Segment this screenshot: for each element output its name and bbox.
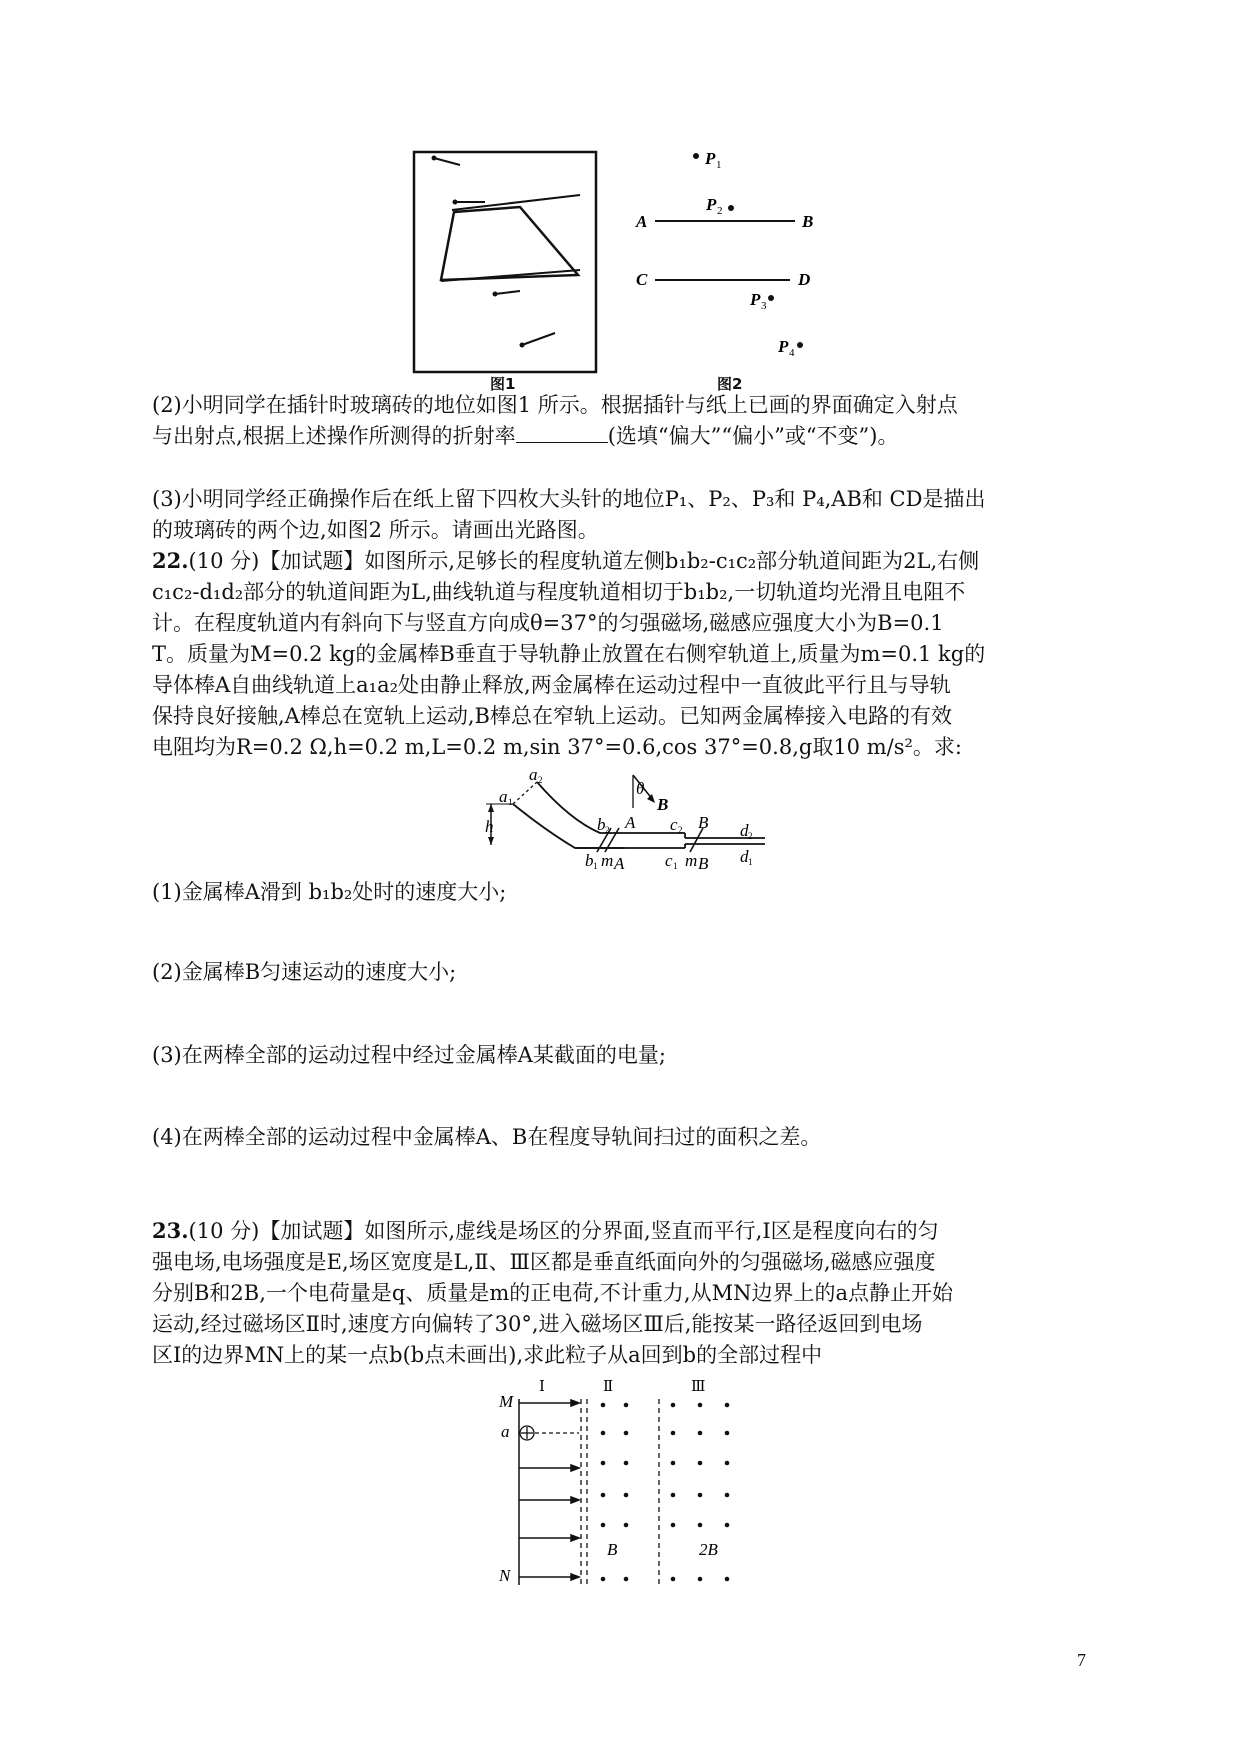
answer-blank	[516, 424, 608, 443]
q23-line4: 运动,经过磁场区Ⅱ时,速度方向偏转了30°,进入磁场区Ⅲ后,能按某一路径返回到电场	[152, 1312, 923, 1336]
svg-text:b: b	[585, 851, 594, 870]
q23-line1: 23.(10 分)【加试题】如图所示,虚线是场区的分界面,竖直而平行,Ⅰ区是程度向右的匀	[152, 1218, 939, 1243]
svg-text:a: a	[529, 770, 538, 784]
svg-text:2: 2	[748, 831, 753, 841]
svg-text:B: B	[698, 813, 709, 832]
label-region-iii: Ⅲ	[691, 1377, 706, 1395]
svg-text:A: A	[625, 813, 636, 832]
q22-sub4: (4)在两棒全部的运动过程中金属棒A、B在程度导轨间扫过的面积之差。	[152, 1125, 822, 1149]
label-p3: P	[750, 290, 761, 309]
svg-text:B: B	[698, 854, 709, 873]
figure-2-caption: 图2	[717, 375, 743, 393]
q22-line7: 电阻均为R=0.2 Ω,h=0.2 m,L=0.2 m,sin 37°=0.6,cos 37°=0.8,g取10 m/s²。求:	[152, 735, 962, 759]
q22-line3: 计。在程度轨道内有斜向下与竖直方向成θ=37°的匀强磁场,磁感应强度大小为B=0.1	[152, 611, 944, 635]
svg-text:2: 2	[678, 825, 683, 835]
svg-text:d: d	[740, 847, 749, 866]
pin-p2	[728, 205, 734, 211]
label-region-ii: Ⅱ	[603, 1377, 614, 1395]
svg-text:b: b	[597, 815, 606, 834]
svg-text:a: a	[499, 787, 508, 806]
q23-number: 23.	[152, 1218, 189, 1243]
q21-part2-options: (选填“偏大”“偏小”或“不变”)。	[607, 424, 899, 448]
label-p1: P	[705, 149, 716, 168]
svg-text:4: 4	[789, 347, 795, 359]
q21-part3-line1: (3)小明同学经正确操作后在纸上留下四枚大头针的地位P₁、P₂、P₃和 P₄,AB和 CD是描出	[152, 487, 986, 511]
q22-line6: 保持良好接触,A棒总在宽轨上运动,B棒总在窄轨上运动。已知两金属棒接入电路的有效	[152, 704, 952, 728]
q22-sub1: (1)金属棒A滑到 b₁b₂处时的速度大小;	[152, 880, 507, 904]
page-number: 7	[1077, 1650, 1086, 1670]
pin-p4	[797, 342, 803, 348]
svg-text:2: 2	[717, 205, 723, 217]
label-p4: P	[778, 337, 789, 356]
q22-sub3: (3)在两棒全部的运动过程中经过金属棒A某截面的电量;	[152, 1043, 666, 1067]
svg-text:1: 1	[508, 797, 513, 807]
svg-text:c: c	[665, 851, 673, 870]
svg-text:d: d	[740, 821, 749, 840]
q21-part3-line2: 的玻璃砖的两个边,如图2 所示。请画出光路图。	[152, 518, 599, 542]
q22-line2: c₁c₂-d₁d₂部分的轨道间距为L,曲线轨道与程度轨道相切于b₁b₂,一切轨道均光滑且电阻不	[152, 580, 966, 604]
svg-text:A: A	[614, 854, 625, 873]
q21-part2-line1: (2)小明同学在插针时玻璃砖的地位如图1 所示。根据插针与纸上已画的界面确定入射点	[152, 393, 958, 417]
figure-2-pins-diagram	[630, 140, 840, 360]
label-n: N	[499, 1566, 511, 1585]
svg-text:m: m	[601, 851, 614, 870]
svg-text:2: 2	[605, 825, 610, 835]
q22-line4: T。质量为M=0.2 kg的金属棒B垂直于导轨静止放置在右侧窄轨道上,质量为m=0.1 kg的	[152, 642, 986, 666]
q22-line1: 22.(10 分)【加试题】如图所示,足够长的程度轨道左侧b₁b₂-c₁c₂部分轨道间距为2L,右侧	[152, 548, 980, 573]
q23-line5: 区Ⅰ的边界MN上的某一点b(b点未画出),求此粒子从a回到b的全部过程中	[152, 1343, 823, 1367]
svg-text:2: 2	[538, 775, 543, 785]
figure-rail-diagram	[485, 770, 775, 880]
label-b: B	[802, 212, 814, 231]
label-p2: P	[706, 195, 717, 214]
label-m: M	[499, 1392, 514, 1411]
svg-text:c: c	[670, 815, 678, 834]
svg-text:1: 1	[748, 857, 753, 867]
figure-1-glass-brick	[410, 150, 600, 390]
label-region-i: Ⅰ	[539, 1377, 545, 1395]
figure-field-regions	[495, 1375, 755, 1595]
pin-p1	[693, 153, 699, 159]
svg-text:1: 1	[593, 861, 598, 871]
q22-number: 22.	[152, 548, 189, 573]
svg-text:1: 1	[673, 861, 678, 871]
pin-p3	[768, 295, 774, 301]
label-a: A	[636, 212, 648, 231]
q23-line2: 强电场,电场强度是E,场区宽度是L,Ⅱ、Ⅲ区都是垂直纸面向外的匀强磁场,磁感应强度	[152, 1250, 936, 1274]
svg-text:m: m	[685, 851, 698, 870]
figure-1-caption: 图1	[490, 375, 516, 393]
svg-text:θ: θ	[636, 779, 645, 798]
svg-text:B: B	[657, 795, 669, 814]
label-a: a	[501, 1422, 510, 1441]
q22-sub2: (2)金属棒B匀速运动的速度大小;	[152, 960, 457, 984]
label-2b-field: 2B	[699, 1540, 718, 1559]
label-d: D	[798, 270, 811, 289]
q23-line3: 分别B和2B,一个电荷量是q、质量是m的正电荷,不计重力,从MN边界上的a点静止开始	[152, 1281, 954, 1305]
svg-text:3: 3	[761, 300, 767, 312]
label-b-field: B	[607, 1540, 618, 1559]
q21-part2-text: 与出射点,根据上述操作所测得的折射率	[152, 424, 516, 448]
label-h: h	[485, 817, 494, 836]
q21-part2-line2	[152, 421, 1102, 451]
label-c: C	[636, 270, 648, 289]
q22-line5: 导体棒A自曲线轨道上a₁a₂处由静止释放,两金属棒在运动过程中一直彼此平行且与导轨	[152, 673, 951, 697]
svg-text:1: 1	[716, 159, 722, 171]
